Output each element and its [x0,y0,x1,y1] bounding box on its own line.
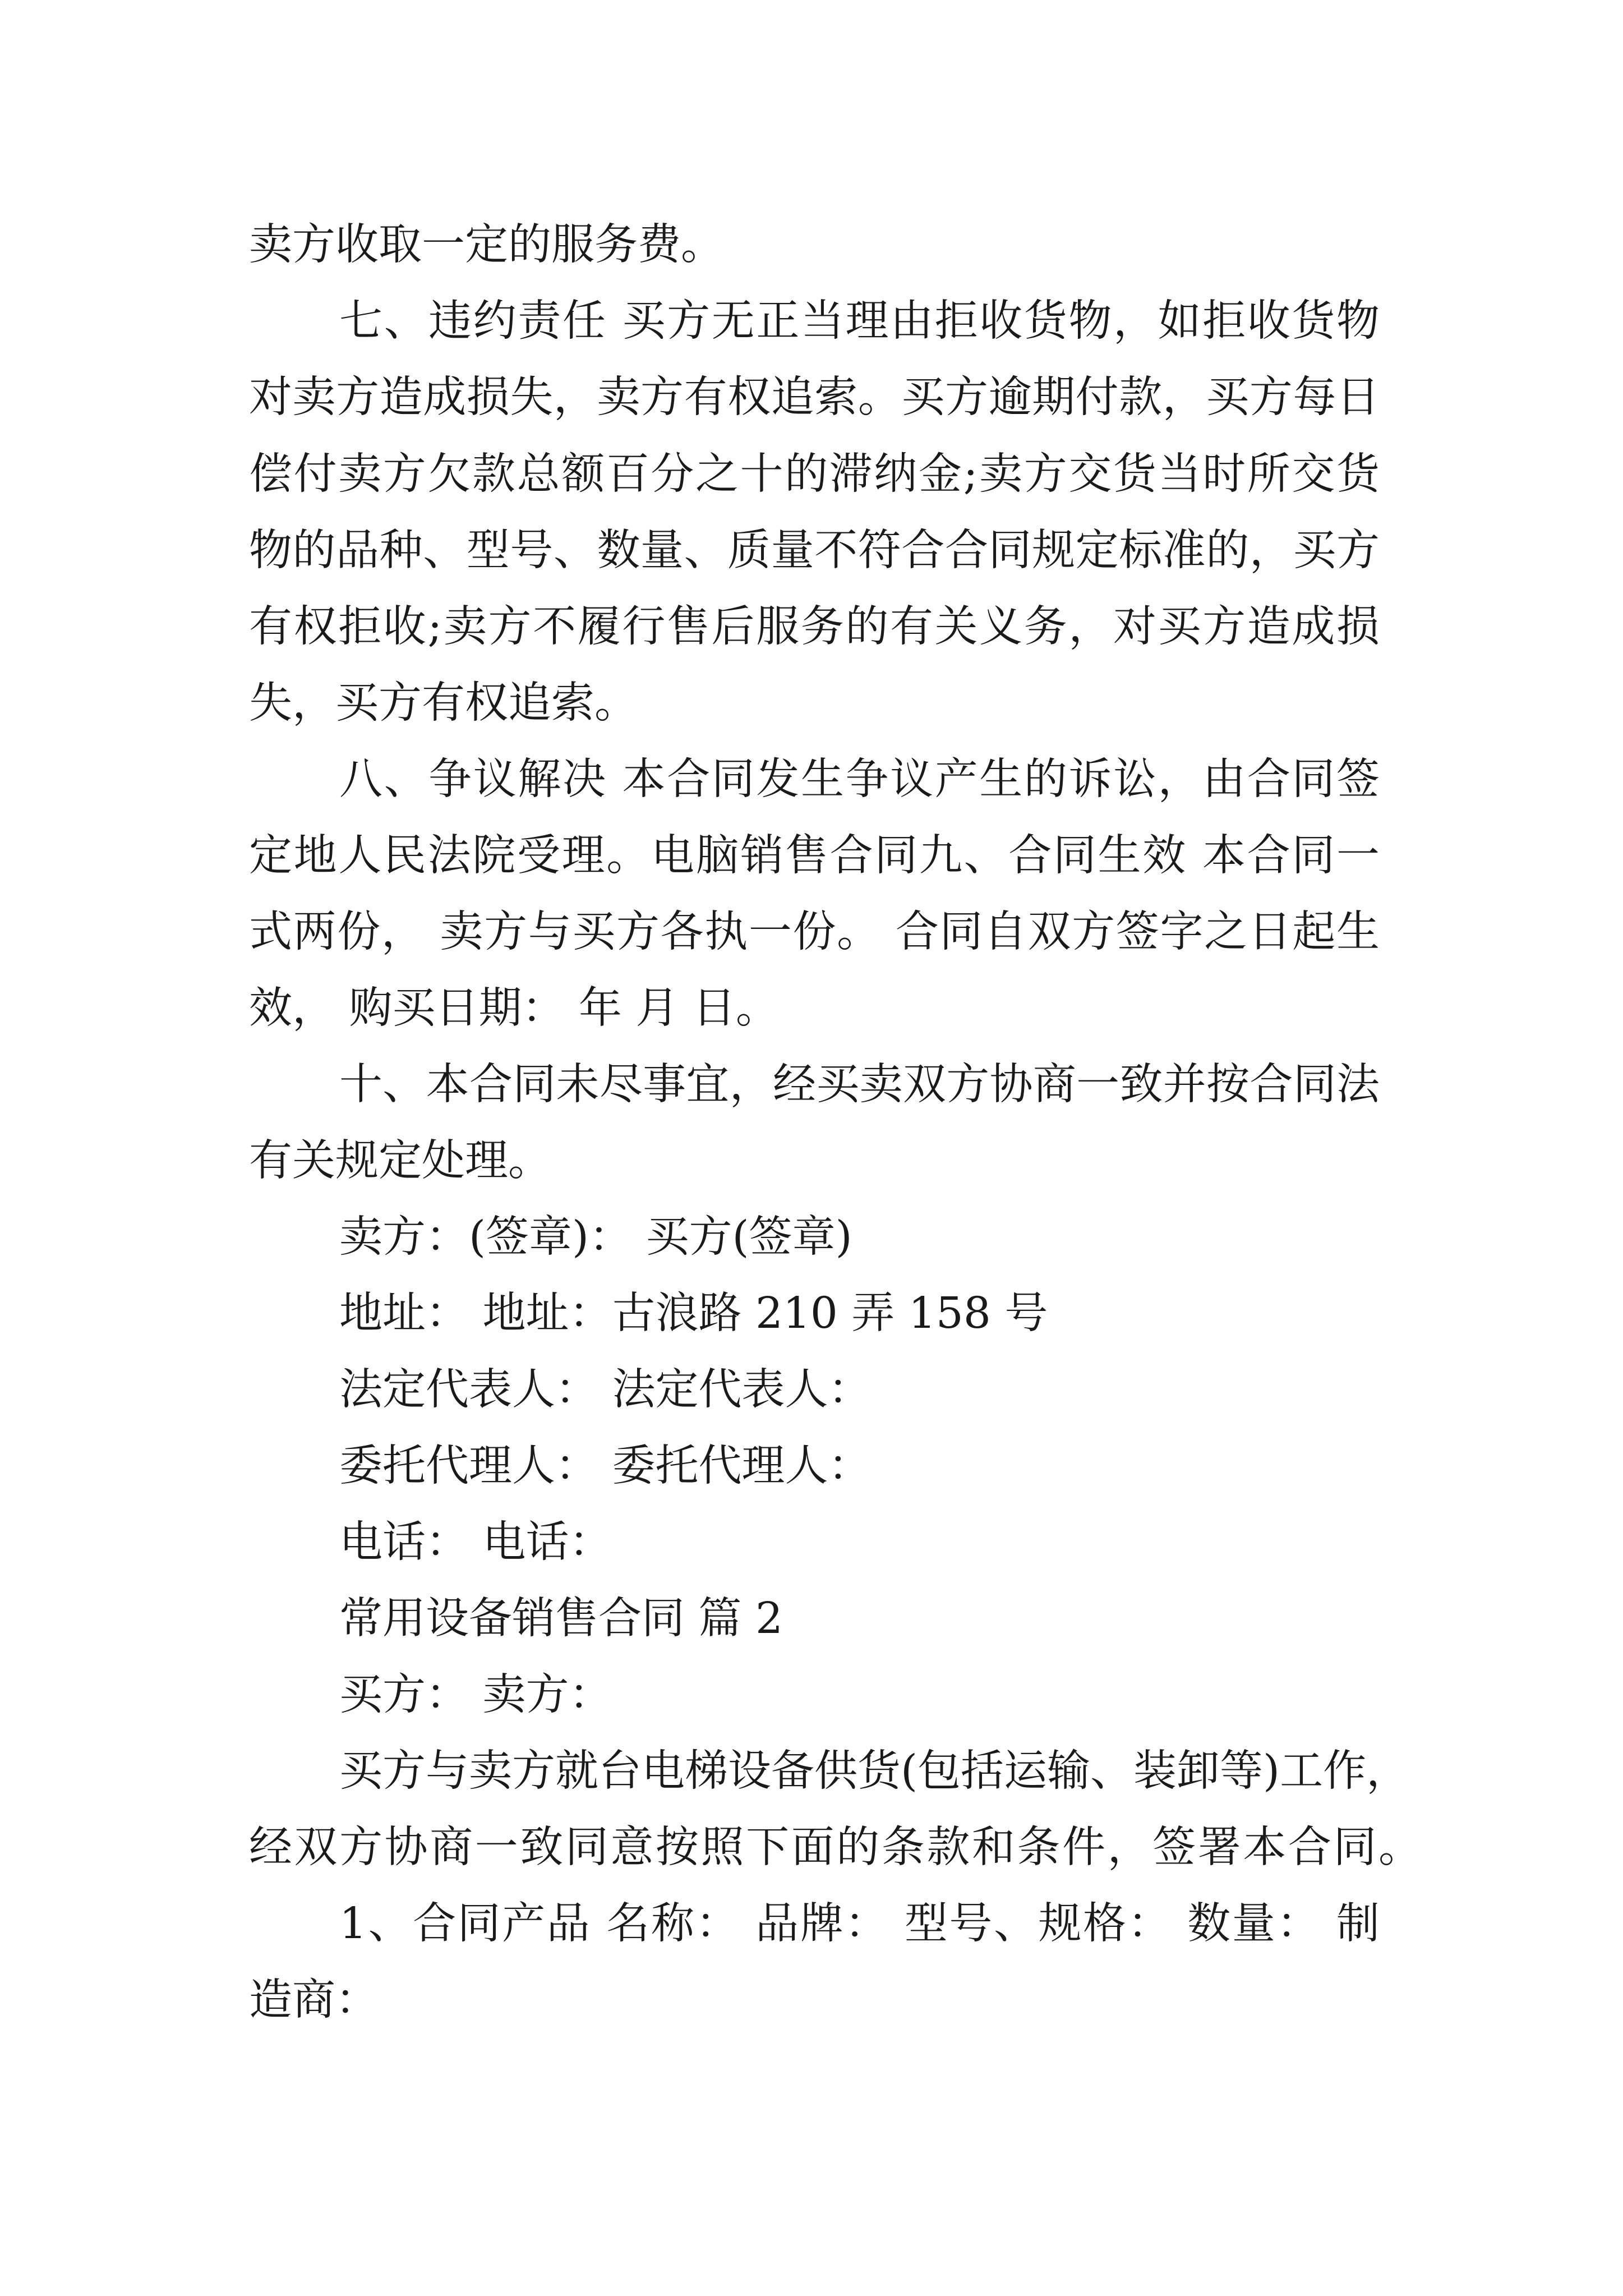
text-line-10: 式两份， 卖方与买方各执一份。 合同自双方签字之日起生 [249,907,1380,957]
text-line-16: 法定代表人： 法定代表人： [339,1365,872,1415]
text-line-6: 有权拒收;卖方不履行售后服务的有关义务，对买方造成损 [249,602,1380,652]
text-line-23: 1、合同产品 名称： 品牌： 型号、规格： 数量： 制 [339,1899,1380,1949]
text-line-8: 八、争议解决 本合同发生争议产生的诉讼，由合同签 [339,754,1380,804]
text-line-9: 定地人民法院受理。电脑销售合同九、合同生效 本合同一 [249,831,1380,881]
text-line-4: 偿付卖方欠款总额百分之十的滞纳金;卖方交货当时所交货 [249,449,1380,499]
text-line-22: 经双方协商一致同意按照下面的条款和条件，签署本合同。 [249,1823,1422,1872]
text-line-1: 卖方收取一定的服务费。 [249,220,724,270]
text-line-13: 有关规定处理。 [249,1136,551,1186]
text-line-12: 十、本合同未尽事宜，经买卖双方协商一致并按合同法 [339,1060,1380,1110]
text-line-20: 买方： 卖方： [339,1670,612,1720]
text-line-5: 物的品种、型号、数量、质量不符合合同规定标准的，买方 [249,526,1380,576]
text-line-3: 对卖方造成损失，卖方有权追索。买方逾期付款，买方每日 [249,372,1380,422]
text-line-2: 七、违约责任 买方无正当理由拒收货物，如拒收货物 [339,296,1380,346]
text-line-14: 卖方：(签章)： 买方(签章) [339,1212,852,1262]
text-line-7: 失，买方有权追索。 [249,678,638,728]
text-line-21: 买方与卖方就台电梯设备供货(包括运输、装卸等)工作， [339,1746,1410,1796]
text-line-19: 常用设备销售合同 篇 2 [339,1594,783,1644]
text-line-18: 电话： 电话： [339,1517,612,1567]
text-line-17: 委托代理人： 委托代理人： [339,1441,872,1491]
text-line-24: 造商： [249,1975,379,2025]
text-line-11: 效， 购买日期： 年 月 日。 [249,983,779,1033]
text-line-15: 地址： 地址：古浪路 210 弄 158 号 [339,1289,1048,1338]
